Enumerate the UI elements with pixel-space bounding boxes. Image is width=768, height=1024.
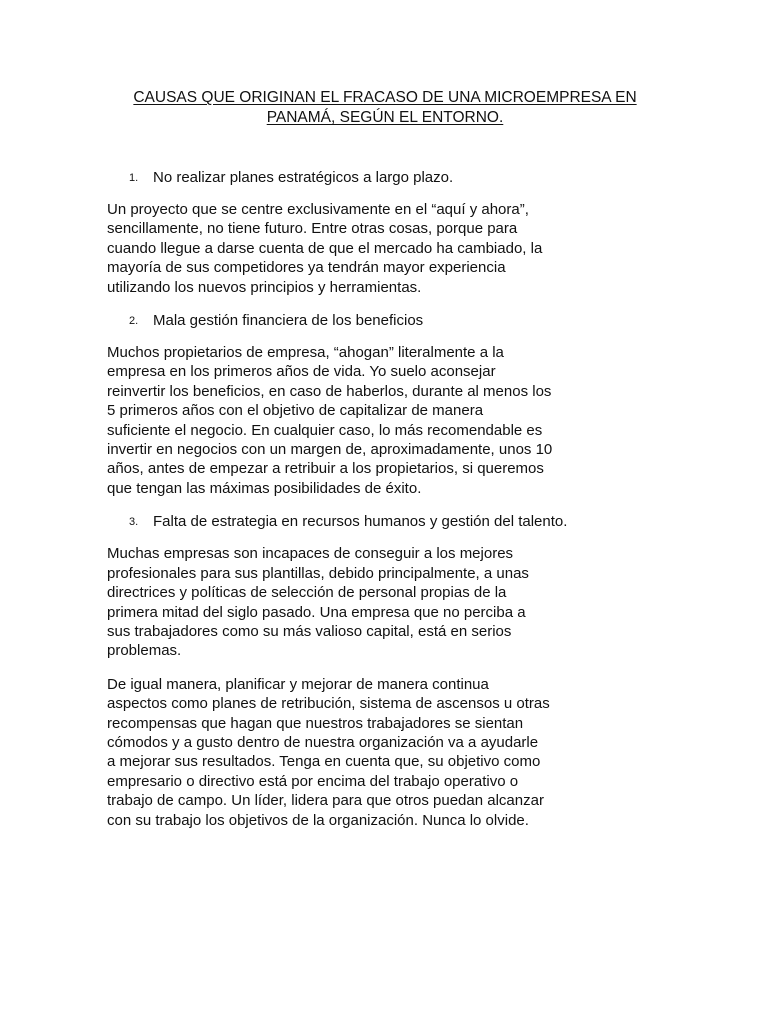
document-title xyxy=(107,88,663,128)
body-paragraph xyxy=(107,343,663,498)
paragraph-line: aspectos como planes de retribución, sistema de ascensos u otras xyxy=(107,695,550,713)
item-heading: Mala gestión financiera de los beneficios xyxy=(153,312,424,330)
item-number: 2. xyxy=(129,315,139,328)
paragraph-line: 5 primeros años con el objetivo de capitalizar de manera xyxy=(107,402,484,420)
body-paragraph xyxy=(107,675,663,830)
paragraph-line: que tengan las máximas posibilidades de éxito. xyxy=(107,479,422,497)
body-paragraph xyxy=(107,200,663,297)
paragraph-line: sencillamente, no tiene futuro. Entre otras cosas, porque para xyxy=(107,220,518,238)
body-paragraph xyxy=(107,544,663,660)
paragraph-line: profesionales para sus plantillas, debido principalmente, a unas xyxy=(107,564,529,582)
document-page xyxy=(107,88,663,844)
paragraph-line: utilizando los nuevos principios y herramientas. xyxy=(107,278,422,296)
paragraph-line: suficiente el negocio. En cualquier caso, lo más recomendable es xyxy=(107,421,543,439)
paragraph-line: Muchos propietarios de empresa, “ahogan” literalmente a la xyxy=(107,344,504,362)
paragraph-line: empresa en los primeros años de vida. Yo suelo aconsejar xyxy=(107,363,496,381)
numbered-item xyxy=(107,168,663,188)
paragraph-line: cómodos y a gusto dentro de nuestra organización va a ayudarle xyxy=(107,733,539,751)
item-heading: No realizar planes estratégicos a largo plazo. xyxy=(153,169,454,186)
paragraph-line: reinvertir los beneficios, en caso de haberlos, durante al menos los xyxy=(107,382,552,400)
paragraph-line: mayoría de sus competidores ya tendrán mayor experiencia xyxy=(107,259,506,277)
paragraph-line: problemas. xyxy=(107,642,182,660)
document-body xyxy=(107,168,663,830)
paragraph-line: Un proyecto que se centre exclusivamente en el “aquí y ahora”, xyxy=(107,201,529,218)
numbered-item xyxy=(107,311,663,331)
title-line: PANAMÁ, SEGÚN EL ENTORNO. xyxy=(266,109,504,126)
paragraph-line: a mejorar sus resultados. Tenga en cuenta que, su objetivo como xyxy=(107,753,541,771)
paragraph-line: directrices y políticas de selección de personal propias de la xyxy=(107,584,507,602)
paragraph-line: sus trabajadores como su más valioso capital, está en serios xyxy=(107,622,512,640)
title-line: CAUSAS QUE ORIGINAN EL FRACASO DE UNA MICROEMPRESA EN xyxy=(133,89,637,106)
paragraph-line: años, antes de empezar a retribuir a los propietarios, si queremos xyxy=(107,460,544,478)
paragraph-line: cuando llegue a darse cuenta de que el mercado ha cambiado, la xyxy=(107,239,543,257)
paragraph-line: primera mitad del siglo pasado. Una empresa que no perciba a xyxy=(107,603,526,621)
item-heading: Falta de estrategia en recursos humanos y gestión del talento. xyxy=(153,513,568,531)
paragraph-line: con su trabajo los objetivos de la organización. Nunca lo olvide. xyxy=(107,811,529,829)
paragraph-line: empresario o directivo está por encima del trabajo operativo o xyxy=(107,772,519,790)
numbered-item xyxy=(107,512,663,532)
paragraph-line: invertir en negocios con un margen de, aproximadamente, unos 10 xyxy=(107,441,553,459)
item-number: 1. xyxy=(129,172,139,184)
paragraph-line: Muchas empresas son incapaces de conseguir a los mejores xyxy=(107,545,514,563)
item-number: 3. xyxy=(129,516,139,529)
paragraph-line: recompensas que hagan que nuestros trabajadores se sientan xyxy=(107,714,524,732)
paragraph-line: trabajo de campo. Un líder, lidera para que otros puedan alcanzar xyxy=(107,792,544,810)
paragraph-line: De igual manera, planificar y mejorar de manera continua xyxy=(107,675,489,693)
